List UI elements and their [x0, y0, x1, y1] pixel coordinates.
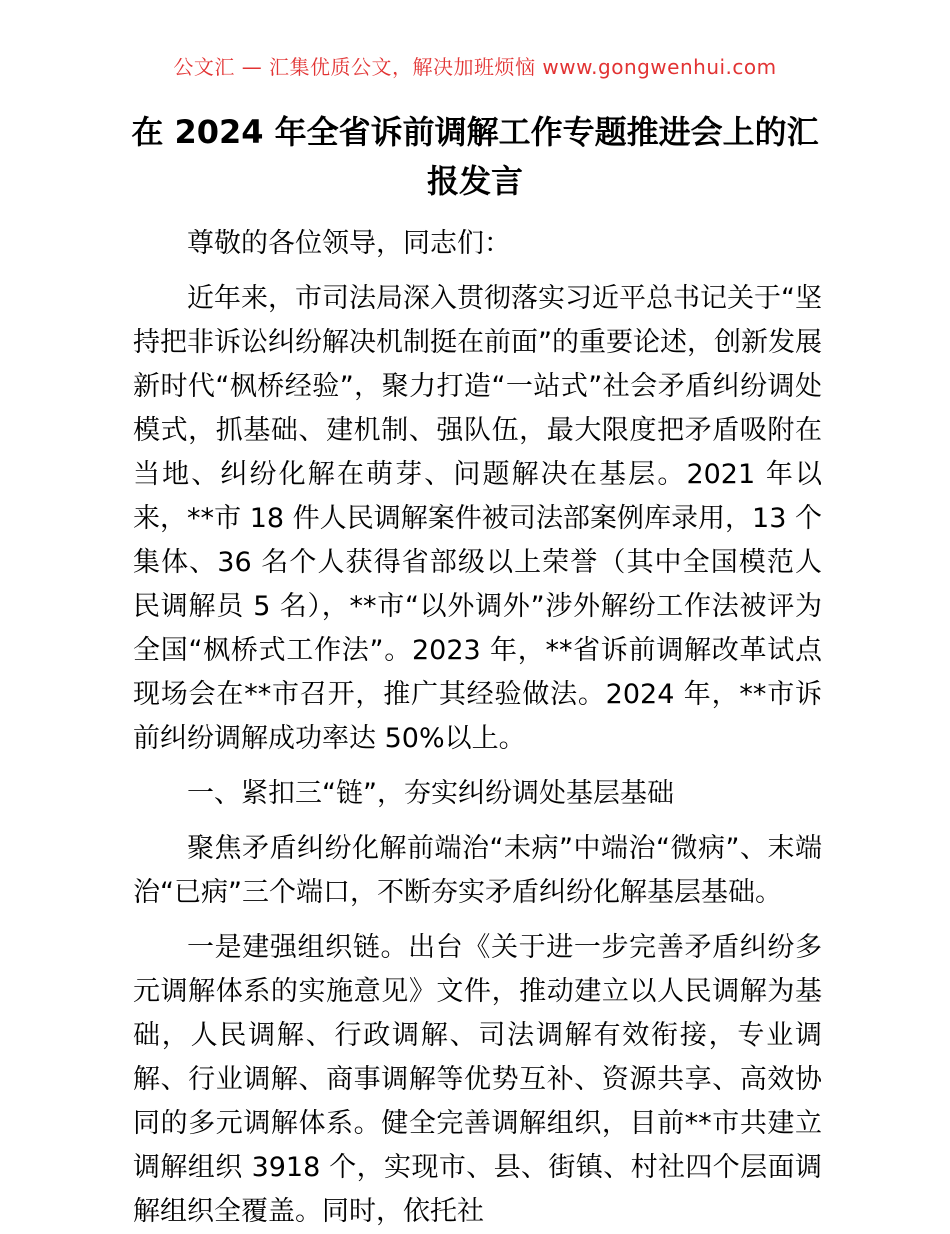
document-body: [0, 206, 950, 1234]
paragraph-intro: 近年来，市司法局深入贯彻落实习近平总书记关于“坚持把非诉讼纠纷解决机制挺在前面”的重要论述，创新发展新时代“枫桥经验”，聚力打造“一站式”社会矛盾纠纷调处模式，抓基础、建机制、强队伍，最大限度把矛盾吸附在当地、纠纷化解在萌芽、问题解决在基层。2021 年以来，**市 18 件人民调解案件被司法部案例库录用，13 个集体、36 名个人获得省部级以上荣誉（其中全国模范人民调解员 5 名），**市“以外调外”涉外解纷工作法被评为全国“枫桥式工作法”。2023 年，**省诉前调解改革试点现场会在**市召开，推广其经验做法。2024 年，**市诉前纠纷调解成功率达 50%以上。: [133, 283, 822, 754]
paragraph-greeting: 尊敬的各位领导，同志们：: [187, 228, 511, 259]
paragraph-section-summary: 聚焦矛盾纠纷化解前端治“未病”中端治“微病”、末端治“已病”三个端口，不断夯实矛盾纠纷化解基层基础。: [133, 833, 822, 908]
document-title: 在 2024 年全省诉前调解工作专题推进会上的汇报发言: [131, 113, 819, 200]
promo-header: 公文汇 — 汇集优质公文，解决加班烦恼 www.gongwenhui.com: [173, 55, 777, 79]
paragraph-point-one: 一是建强组织链。出台《关于进一步完善矛盾纠纷多元调解体系的实施意见》文件，推动建立以人民调解为基础，人民调解、行政调解、司法调解有效衔接，专业调解、行业调解、商事调解等优势互补、资源共享、高效协同的多元调解体系。健全完善调解组织，目前**市共建立调解组织 3918 个，实现市、县、街镇、村社四个层面调解组织全覆盖。同时，依托社: [133, 932, 822, 1227]
section-heading-one: 一、紧扣三“链”，夯实纠纷调处基层基础: [187, 778, 674, 809]
